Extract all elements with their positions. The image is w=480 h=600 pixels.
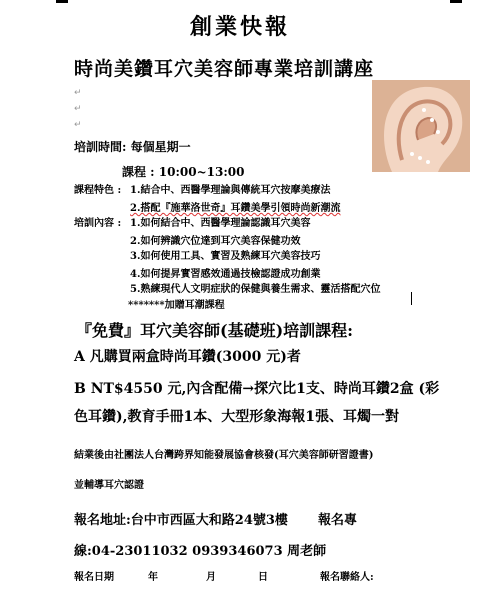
register-hotline-label: 報名專 [318,513,358,528]
content-label: 培訓內容 : [74,218,122,229]
page-corner-mark [450,0,462,3]
signup-date-label: 報名日期 [74,572,114,583]
content-item: 3.如何使用工具、實習及熟練耳穴美容技巧 [130,251,321,262]
training-time: 培訓時間: 每個星期一 [74,140,191,154]
page-title: 創業快報 [189,14,290,40]
day-label: 日 [258,572,268,583]
contact-person-label: 報名聯絡人: [320,572,374,583]
feature-item: 2.搭配『施華洛世奇』耳鑽美學引領時尚新潮流 [130,203,341,214]
guidance-note: 並輔導耳穴認證 [74,480,144,491]
option-b-line: B NT$4550 元,內含配備→探穴比1支、時尚耳鑽2盒 (彩 [74,381,440,397]
content-item: 5.熟練現代人文明症狀的保健與養生需求、靈活搭配穴位 [130,284,381,295]
option-b-line: 色耳鑽),教育手冊1本、大型形象海報1張、耳燭一對 [74,409,399,425]
year-label: 年 [148,572,158,583]
paragraph-mark: ↵ [74,104,82,114]
features-label: 課程特色 : [74,185,122,196]
feature-item: 1.結合中、西醫學理論與傳統耳穴按摩美療法 [130,185,331,196]
page-corner-mark [56,0,68,3]
text-cursor [411,292,412,305]
certificate-note: 結業後由社團法人台灣跨界知能發展協會核發(耳穴美容師研習證書) [74,450,374,461]
paragraph-mark: ↵ [74,120,82,130]
option-a: A 凡購買兩盒時尚耳鑽(3000 元)者 [74,349,301,365]
free-course-heading: 『免費』耳穴美容師(基礎班)培訓課程: [76,321,354,340]
phone-line: 線:04-23011032 0939346073 周老師 [74,544,327,559]
content-item: 4.如何提昇實習感效通過技檢認證成功創業 [130,269,321,280]
extra-note: *******加贈耳潮課程 [128,300,225,311]
document-subtitle: 時尚美鑽耳穴美容師專業培訓講座 [74,58,375,80]
paragraph-mark: ↵ [74,88,82,98]
course-time: 課程 : 10:00~13:00 [122,165,245,179]
month-label: 月 [206,572,216,583]
address: 報名地址:台中市西區大和路24號3樓 [74,513,288,528]
ear-photo [372,80,470,172]
content-item: 2.如何辨識穴位達到耳穴美容保健功效 [130,236,301,247]
content-item: 1.如何結合中、西醫學理論認識耳穴美容 [130,218,311,229]
